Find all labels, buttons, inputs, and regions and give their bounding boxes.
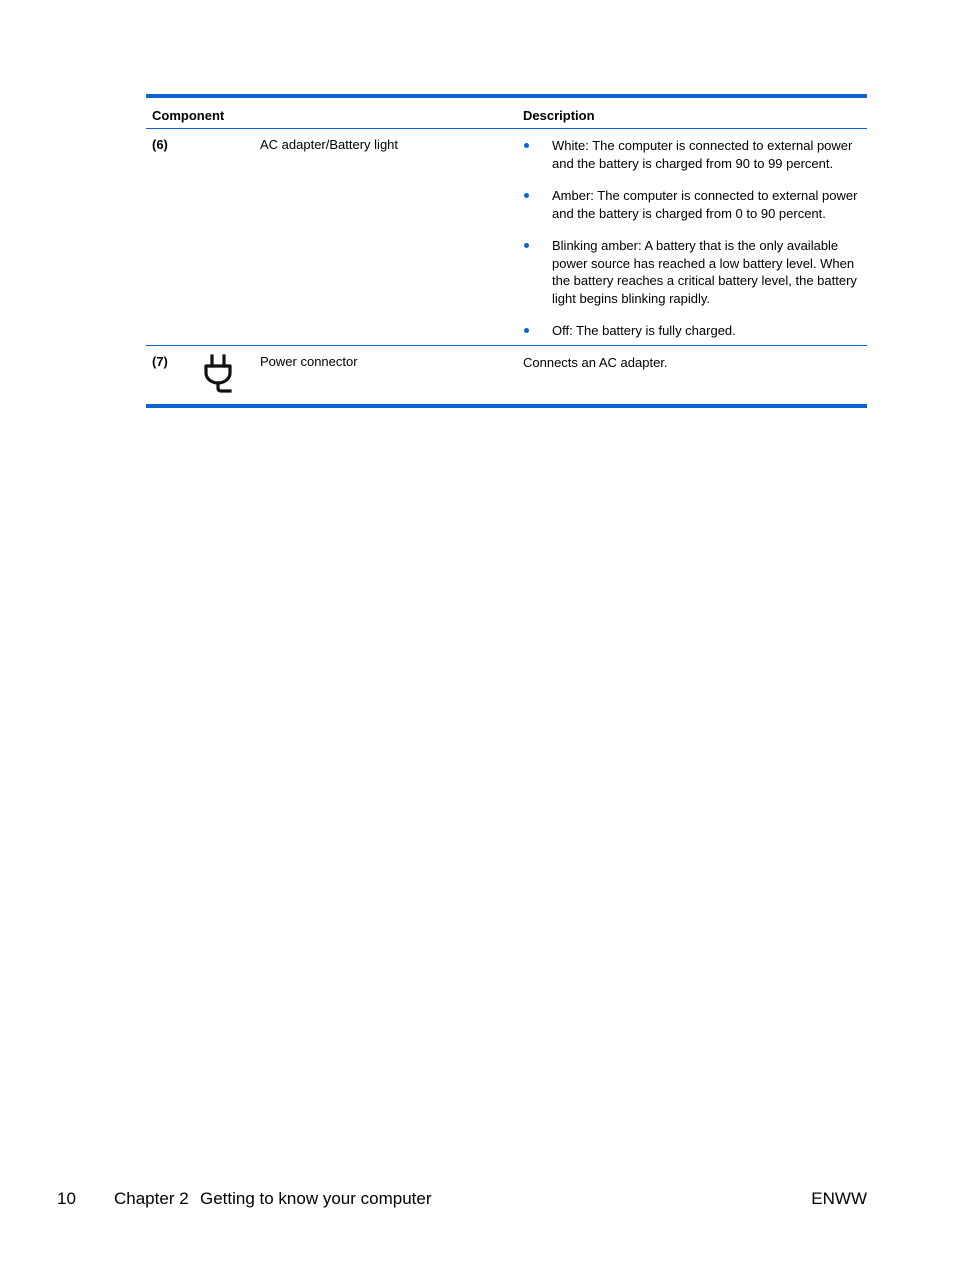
bullet-icon xyxy=(524,243,529,248)
description-bullet-list xyxy=(523,137,863,340)
list-item xyxy=(523,322,863,340)
bullet-icon xyxy=(524,328,529,333)
bullet-icon xyxy=(524,193,529,198)
chapter-title: Getting to know your computer xyxy=(200,1189,432,1208)
component-name: Power connector xyxy=(260,354,358,369)
power-plug-icon xyxy=(201,352,235,396)
bullet-text: White: The computer is connected to external power and the battery is charged from 90 to 99 percent. xyxy=(552,138,853,171)
bullet-text: Amber: The computer is connected to external power and the battery is charged from 0 to 90 percent. xyxy=(552,188,858,221)
component-table xyxy=(146,94,867,408)
table-bottom-rule xyxy=(146,404,867,408)
list-item xyxy=(523,137,863,172)
bullet-text: Blinking amber: A battery that is the only available power source has reached a low battery level. When the battery reaches a critical battery level, the battery light begins blinking rapidly. xyxy=(552,238,857,306)
component-number: (7) xyxy=(152,354,168,369)
list-item xyxy=(523,237,863,307)
bullet-text: Off: The battery is fully charged. xyxy=(552,323,736,338)
page-number: 10 xyxy=(57,1189,76,1208)
bullet-icon xyxy=(524,143,529,148)
table-header-row xyxy=(146,98,867,128)
component-number: (6) xyxy=(152,137,168,152)
table-row xyxy=(146,129,867,345)
component-description: Connects an AC adapter. xyxy=(523,355,668,370)
list-item xyxy=(523,187,863,222)
page-footer xyxy=(0,1189,954,1213)
header-component: Component xyxy=(152,108,225,123)
table-row xyxy=(146,346,867,404)
component-name: AC adapter/Battery light xyxy=(260,137,399,152)
component-description xyxy=(523,137,863,340)
document-code: ENWW xyxy=(811,1189,867,1208)
header-description: Description xyxy=(523,108,595,123)
chapter-label: Chapter 2 xyxy=(114,1189,189,1208)
